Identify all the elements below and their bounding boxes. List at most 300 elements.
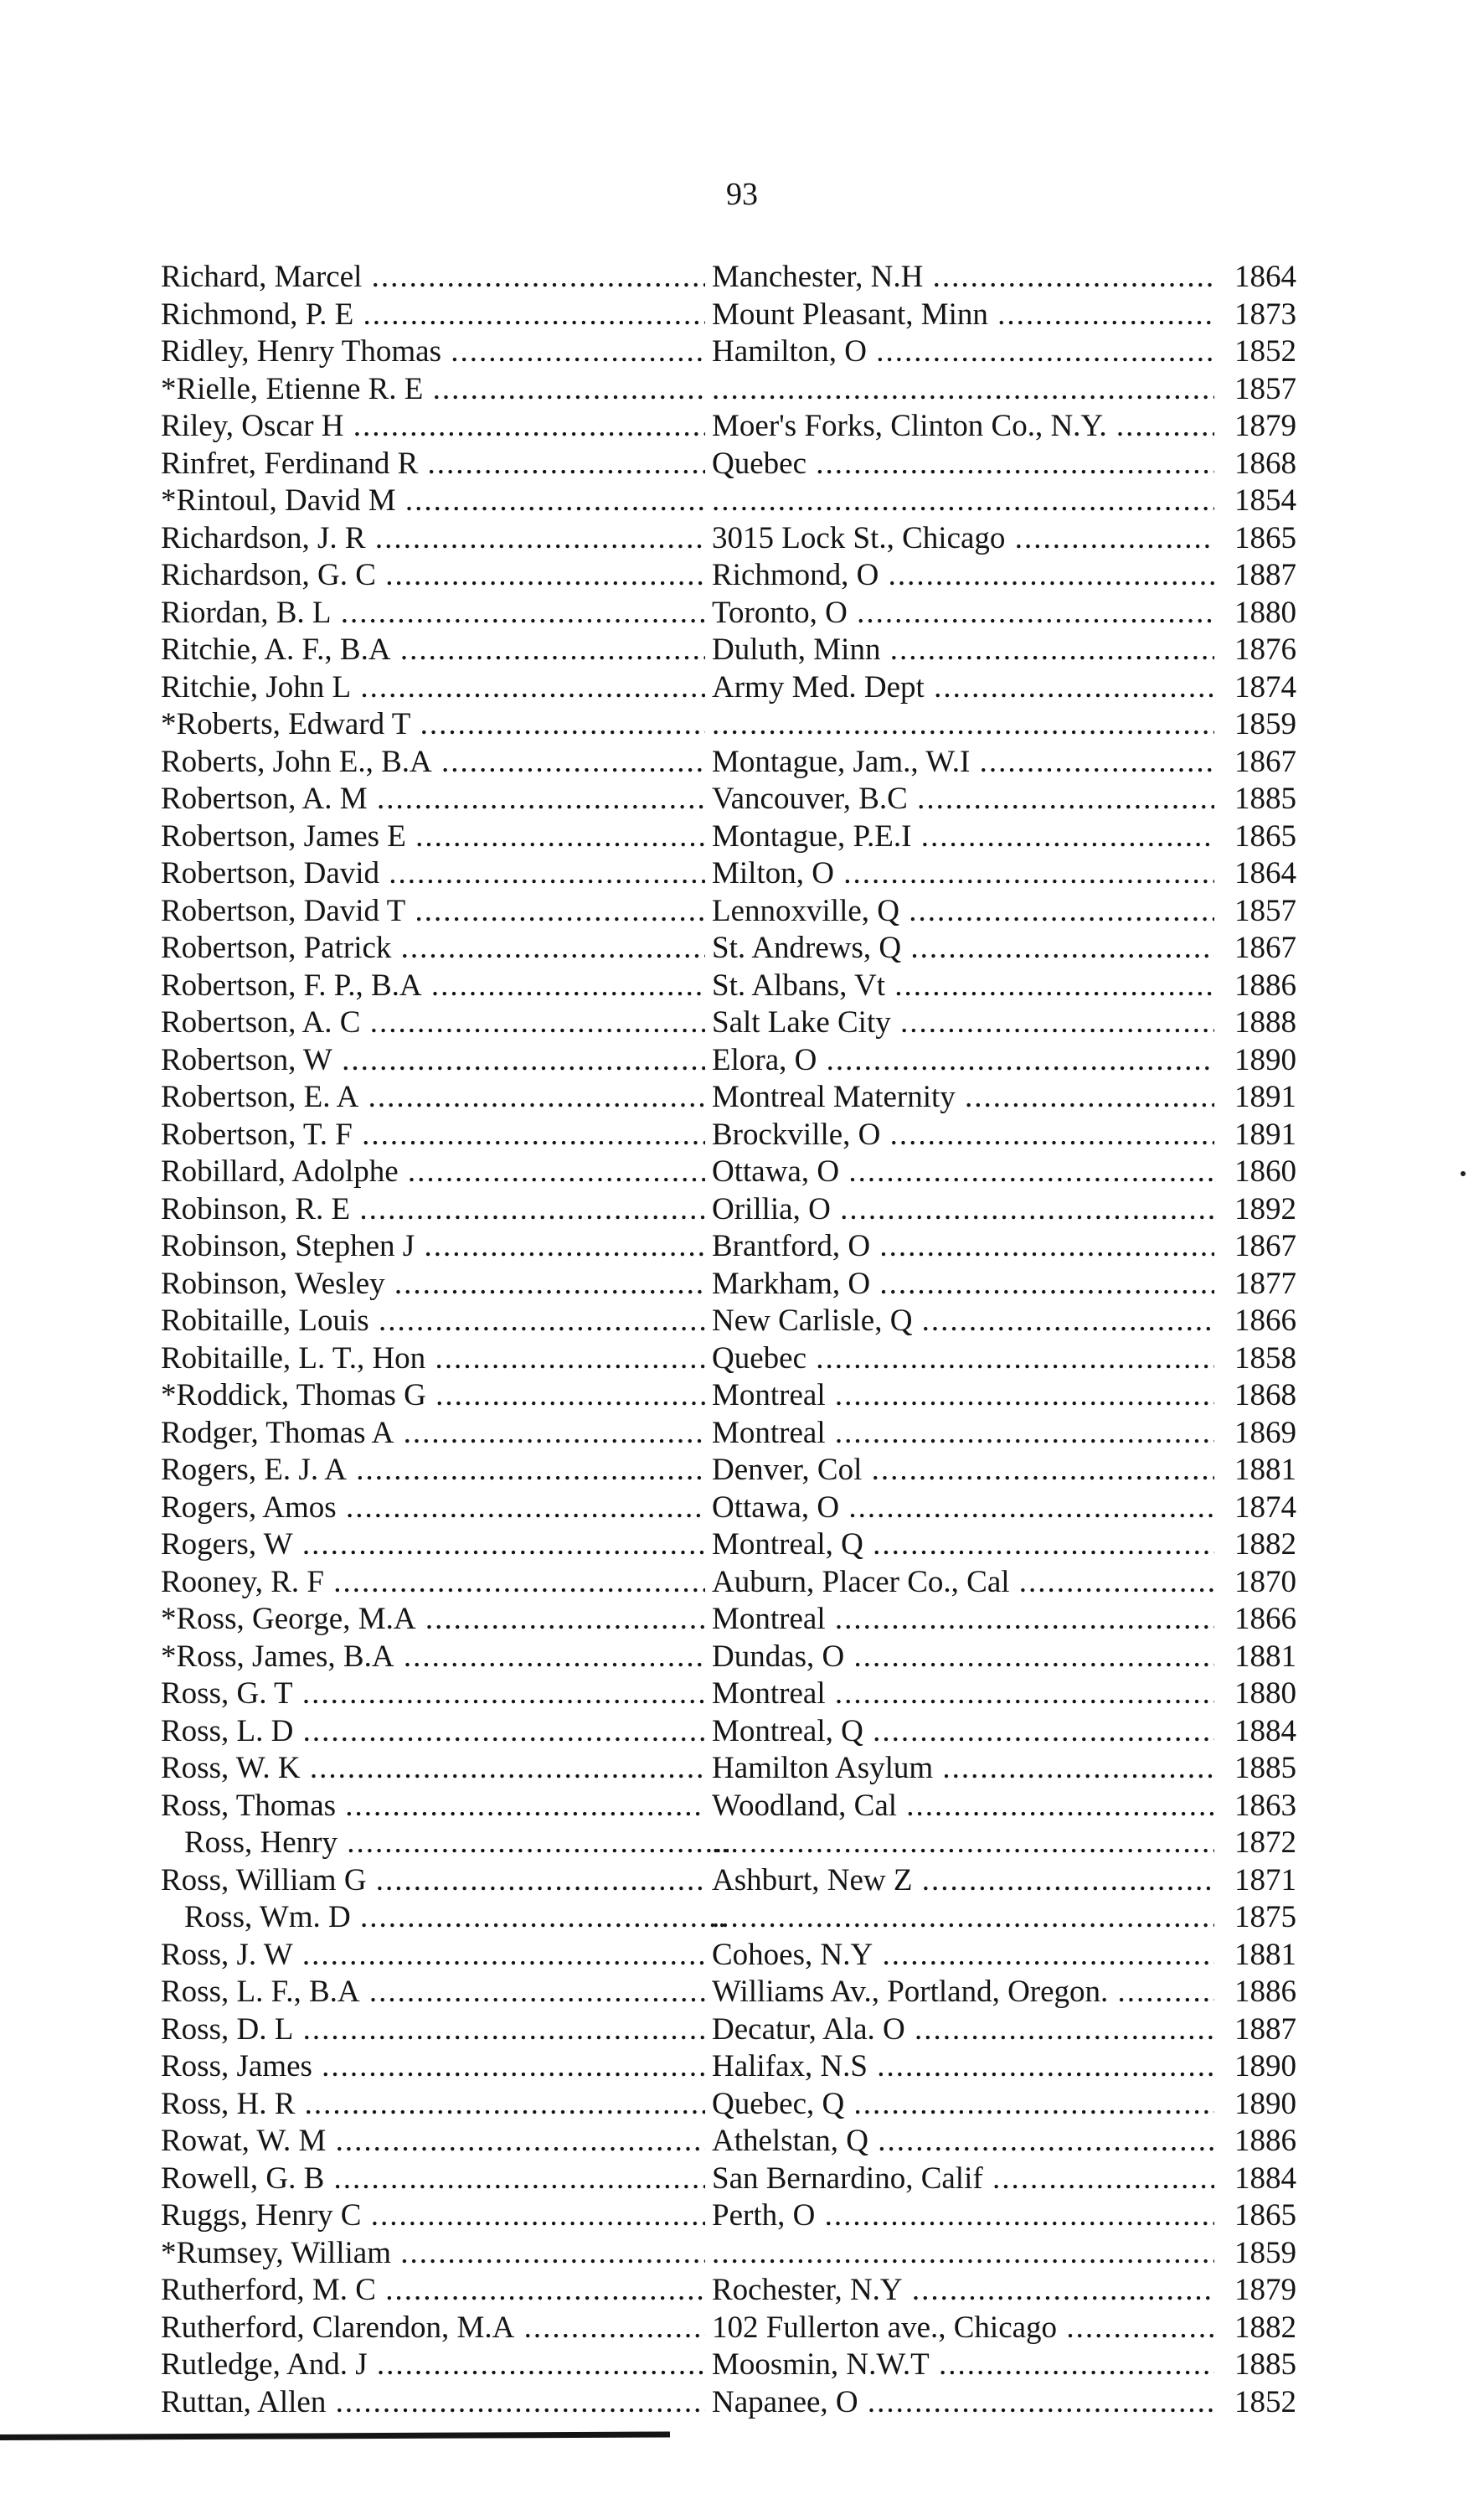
entry-year: 1864 bbox=[1234, 260, 1296, 294]
entry-place-cell bbox=[712, 1713, 1214, 1751]
directory-entry bbox=[161, 1862, 1296, 1900]
entry-place: Manchester, N.H bbox=[712, 260, 924, 294]
entry-name: Robertson, T. F bbox=[161, 1117, 353, 1152]
entry-name-cell bbox=[161, 2048, 705, 2086]
entry-place: St. Albans, Vt bbox=[712, 968, 885, 1003]
directory-entry bbox=[161, 855, 1296, 893]
directory-entry bbox=[161, 744, 1296, 782]
directory-entry bbox=[161, 1154, 1296, 1191]
directory-entry bbox=[161, 1788, 1296, 1825]
directory-entry bbox=[161, 1079, 1296, 1117]
entry-place-cell bbox=[712, 632, 1214, 669]
entry-name: Ruggs, Henry C bbox=[161, 2198, 362, 2233]
entry-name-cell bbox=[161, 2347, 705, 2384]
entry-name-cell bbox=[161, 1713, 705, 1751]
directory-entry bbox=[161, 1825, 1296, 1862]
entry-place: Elora, O bbox=[712, 1042, 817, 1077]
entry-name-cell bbox=[161, 1601, 705, 1639]
entry-year: 1852 bbox=[1234, 2384, 1296, 2419]
entry-name: *Rielle, Etienne R. E bbox=[161, 371, 424, 406]
entry-place-cell bbox=[712, 1639, 1214, 1676]
entry-year: 1857 bbox=[1234, 371, 1296, 406]
entry-place: 102 Fullerton ave., Chicago bbox=[712, 2310, 1058, 2345]
entry-place-cell bbox=[712, 1117, 1214, 1154]
entry-name-cell bbox=[161, 1788, 705, 1825]
entry-year: 1880 bbox=[1234, 1676, 1296, 1711]
directory-entry bbox=[161, 557, 1296, 595]
entry-name: Riordan, B. L bbox=[161, 595, 332, 630]
entry-name: Robinson, Wesley bbox=[161, 1266, 385, 1301]
entry-name-cell bbox=[161, 2197, 705, 2235]
entry-place-cell bbox=[712, 1377, 1214, 1415]
entry-name: Robertson, Patrick bbox=[161, 931, 392, 965]
entry-name: Roberts, John E., B.A bbox=[161, 744, 432, 779]
entry-place: Ottawa, O bbox=[712, 1154, 840, 1189]
entry-year: 1881 bbox=[1234, 1639, 1296, 1674]
entry-year: 1859 bbox=[1234, 2235, 1296, 2270]
entry-place-cell bbox=[712, 2161, 1214, 2198]
entry-name-cell bbox=[161, 1452, 705, 1489]
entry-place: Brockville, O bbox=[712, 1117, 881, 1152]
entry-place: Montreal bbox=[712, 1676, 826, 1711]
entry-place: Quebec, Q bbox=[712, 2086, 845, 2121]
entry-name: Robertson, E. A bbox=[161, 1080, 359, 1114]
entry-year: 1869 bbox=[1234, 1415, 1296, 1450]
entry-name: Robinson, R. E bbox=[161, 1191, 351, 1226]
entry-name: Ross, J. W bbox=[161, 1937, 293, 1972]
directory-entry bbox=[161, 2272, 1296, 2310]
entry-name: Ross, James bbox=[161, 2049, 312, 2083]
entry-name: Robinson, Stephen J bbox=[161, 1229, 415, 1263]
entry-place-cell bbox=[712, 781, 1214, 818]
entry-name-cell bbox=[161, 706, 705, 744]
entry-name-cell bbox=[161, 1750, 705, 1788]
entry-name: Ross, G. T bbox=[161, 1676, 293, 1711]
directory-entry bbox=[161, 1489, 1296, 1527]
entry-name: Richmond, P. E bbox=[161, 297, 354, 332]
entry-year: 1881 bbox=[1234, 1453, 1296, 1487]
entry-name: *Ross, George, M.A bbox=[161, 1602, 416, 1636]
entry-name-cell bbox=[161, 818, 705, 856]
entry-place: Decatur, Ala. O bbox=[712, 2011, 905, 2047]
entry-name: Ross, Thomas bbox=[161, 1788, 337, 1823]
entry-name: *Roddick, Thomas G bbox=[161, 1378, 426, 1412]
entry-place-cell bbox=[712, 520, 1214, 558]
entry-year: 1879 bbox=[1234, 2273, 1296, 2307]
entry-place-cell bbox=[712, 1079, 1214, 1117]
directory-entry bbox=[161, 1042, 1296, 1080]
directory-entry bbox=[161, 1713, 1296, 1751]
entry-name-cell bbox=[161, 1899, 729, 1937]
entry-name-cell bbox=[161, 1340, 705, 1378]
entry-name-cell bbox=[161, 930, 705, 968]
entry-name-cell bbox=[161, 2310, 705, 2347]
entry-place: Hamilton Asylum bbox=[712, 1751, 934, 1785]
entry-place: Montague, P.E.I bbox=[712, 818, 912, 854]
entry-year: 1863 bbox=[1234, 1788, 1296, 1823]
entry-year: 1870 bbox=[1234, 1564, 1296, 1599]
directory-entry bbox=[161, 1899, 1296, 1937]
entry-place-cell bbox=[712, 595, 1214, 632]
entry-year: 1890 bbox=[1234, 1042, 1296, 1077]
entry-name-cell bbox=[161, 557, 705, 595]
entry-name-cell bbox=[161, 408, 705, 446]
entry-name: Rutherford, Clarendon, M.A bbox=[161, 2310, 515, 2345]
entry-name: *Rintoul, David M bbox=[161, 483, 396, 518]
entry-year: 1865 bbox=[1234, 520, 1296, 555]
directory-entry bbox=[161, 2347, 1296, 2384]
directory-entry bbox=[161, 1452, 1296, 1489]
entry-name-cell bbox=[161, 1117, 705, 1154]
bottom-rule bbox=[0, 2432, 670, 2440]
entry-name-cell bbox=[161, 1526, 705, 1564]
entry-place: Perth, O bbox=[712, 2198, 816, 2233]
entry-year: 1891 bbox=[1234, 1080, 1296, 1114]
entry-place: Cohoes, N.Y bbox=[712, 1937, 873, 1972]
entry-place: Milton, O bbox=[712, 856, 834, 891]
entry-place: Montreal, Q bbox=[712, 1527, 863, 1562]
entry-place: Woodland, Cal bbox=[712, 1788, 898, 1823]
entry-name: Robertson, W bbox=[161, 1042, 332, 1077]
entry-year: 1867 bbox=[1234, 1229, 1296, 1263]
entry-place-cell bbox=[712, 1489, 1214, 1527]
entry-year: 1890 bbox=[1234, 2049, 1296, 2083]
directory-entry bbox=[161, 483, 1296, 520]
entry-year: 1881 bbox=[1234, 1937, 1296, 1972]
entry-name-cell bbox=[161, 1825, 729, 1862]
entry-year: 1885 bbox=[1234, 2347, 1296, 2382]
entry-name: Rogers, W bbox=[161, 1527, 293, 1562]
entry-name: Robertson, A. C bbox=[161, 1005, 361, 1040]
entry-place: Hamilton, O bbox=[712, 334, 867, 369]
entry-name-cell bbox=[161, 2235, 705, 2273]
entry-year: 1882 bbox=[1234, 2310, 1296, 2345]
directory-entry bbox=[161, 1639, 1296, 1676]
entry-name: *Ross, James, B.A bbox=[161, 1639, 394, 1674]
entry-name-cell bbox=[161, 2123, 705, 2161]
entry-place: Athelstan, Q bbox=[712, 2124, 869, 2158]
entry-place-cell bbox=[712, 818, 1214, 856]
entry-year: 1864 bbox=[1234, 856, 1296, 891]
directory-entry bbox=[161, 1675, 1296, 1713]
entry-name: Ross, Henry bbox=[184, 1825, 338, 1860]
entry-name: Ross, L. F., B.A bbox=[161, 1975, 360, 2009]
entry-place-cell bbox=[712, 1601, 1214, 1639]
entry-year: 1891 bbox=[1234, 1117, 1296, 1152]
entry-name-cell bbox=[161, 259, 705, 297]
entry-place: Montreal bbox=[712, 1378, 826, 1412]
entry-place-cell bbox=[712, 2197, 1214, 2235]
directory-entry bbox=[161, 632, 1296, 669]
directory-entry bbox=[161, 297, 1296, 334]
entry-name-cell bbox=[161, 781, 705, 818]
entry-place-cell bbox=[712, 1340, 1214, 1378]
entry-place-cell bbox=[712, 259, 1214, 297]
entry-name-cell bbox=[161, 968, 705, 1005]
entry-name: Robertson, David T bbox=[161, 893, 406, 928]
entry-place: Montague, Jam., W.I bbox=[712, 744, 971, 779]
entry-name-cell bbox=[161, 297, 705, 334]
entry-place-cell bbox=[712, 1452, 1214, 1489]
directory-entry bbox=[161, 2310, 1296, 2347]
entry-name: Robitaille, Louis bbox=[161, 1304, 369, 1338]
directory-entry bbox=[161, 893, 1296, 931]
entry-place: Denver, Col bbox=[712, 1453, 863, 1487]
entry-place: Orillia, O bbox=[712, 1191, 831, 1226]
entry-year: 1886 bbox=[1234, 1975, 1296, 2009]
entry-place-cell bbox=[712, 557, 1214, 595]
entry-year: 1885 bbox=[1234, 1751, 1296, 1785]
entry-name-cell bbox=[161, 2384, 705, 2422]
entry-year: 1882 bbox=[1234, 1527, 1296, 1562]
directory-entry bbox=[161, 706, 1296, 744]
entry-name: Ross, W. K bbox=[161, 1751, 301, 1785]
entry-name-cell bbox=[161, 371, 705, 409]
entry-place: St. Andrews, Q bbox=[712, 931, 902, 965]
entry-year: 1885 bbox=[1234, 782, 1296, 816]
directory-entry bbox=[161, 2086, 1296, 2124]
entry-place-cell bbox=[712, 2310, 1214, 2347]
entry-name-cell bbox=[161, 1154, 705, 1191]
directory-entry bbox=[161, 1415, 1296, 1453]
entry-place-cell bbox=[712, 1004, 1214, 1042]
directory-entry bbox=[161, 446, 1296, 483]
entry-place: Halifax, N.S bbox=[712, 2049, 868, 2083]
entry-place-cell bbox=[712, 2011, 1214, 2049]
entry-year: 1887 bbox=[1234, 2011, 1296, 2047]
directory-entry bbox=[161, 818, 1296, 856]
entry-place-cell bbox=[712, 2347, 1214, 2384]
entry-name: Robertson, James E bbox=[161, 818, 406, 854]
entry-name: Ross, William G bbox=[161, 1862, 367, 1897]
entry-place: Salt Lake City bbox=[712, 1005, 891, 1040]
entry-name-cell bbox=[161, 855, 705, 893]
entry-place-cell bbox=[712, 1825, 1214, 1862]
entry-name: Robitaille, L. T., Hon bbox=[161, 1340, 426, 1376]
entry-name-cell bbox=[161, 333, 705, 371]
entry-name-cell bbox=[161, 2086, 705, 2124]
entry-name-cell bbox=[161, 669, 705, 707]
entry-place: Montreal bbox=[712, 1415, 826, 1450]
entry-name-cell bbox=[161, 2161, 705, 2198]
entry-place-cell bbox=[712, 333, 1214, 371]
entry-place-cell bbox=[712, 1228, 1214, 1266]
entry-place-cell bbox=[712, 1899, 1214, 1937]
entry-place-cell bbox=[712, 2123, 1214, 2161]
entry-name-cell bbox=[161, 632, 705, 669]
entry-place: Army Med. Dept bbox=[712, 669, 925, 705]
entry-name: Rodger, Thomas A bbox=[161, 1415, 394, 1450]
entry-name-cell bbox=[161, 1675, 705, 1713]
entry-place-cell bbox=[712, 2048, 1214, 2086]
directory-entry bbox=[161, 371, 1296, 409]
directory-entry bbox=[161, 1601, 1296, 1639]
entry-place: Auburn, Placer Co., Cal bbox=[712, 1564, 1010, 1599]
entry-year: 1888 bbox=[1234, 1005, 1296, 1040]
directory-entry bbox=[161, 1228, 1296, 1266]
entry-place: Dundas, O bbox=[712, 1639, 845, 1674]
entry-place: Toronto, O bbox=[712, 595, 848, 630]
entry-place: Williams Av., Portland, Oregon. bbox=[712, 1975, 1109, 2009]
entry-name-cell bbox=[161, 1228, 705, 1266]
entry-name: Ridley, Henry Thomas bbox=[161, 334, 442, 369]
entry-name-cell bbox=[161, 2011, 705, 2049]
directory-entry bbox=[161, 669, 1296, 707]
entry-place-cell bbox=[712, 2272, 1214, 2310]
directory-entry bbox=[161, 1377, 1296, 1415]
entry-name: *Roberts, Edward T bbox=[161, 707, 411, 741]
entry-name: Ruttan, Allen bbox=[161, 2384, 327, 2419]
directory-entry bbox=[161, 2161, 1296, 2198]
entry-place-cell bbox=[712, 2086, 1214, 2124]
entry-name: Rogers, Amos bbox=[161, 1489, 337, 1525]
entry-year: 1866 bbox=[1234, 1602, 1296, 1636]
entry-year: 1872 bbox=[1234, 1825, 1296, 1860]
entry-name-cell bbox=[161, 1191, 705, 1229]
entry-year: 1854 bbox=[1234, 483, 1296, 518]
entry-place: Napanee, O bbox=[712, 2384, 858, 2419]
entry-name-cell bbox=[161, 483, 705, 520]
entry-year: 1865 bbox=[1234, 818, 1296, 854]
entry-place-cell bbox=[712, 893, 1214, 931]
entry-year: 1873 bbox=[1234, 297, 1296, 332]
entry-name-cell bbox=[161, 893, 705, 931]
entry-name: Robillard, Adolphe bbox=[161, 1154, 399, 1189]
entry-year: 1859 bbox=[1234, 707, 1296, 741]
entry-place-cell bbox=[712, 855, 1214, 893]
entry-name: Rutledge, And. J bbox=[161, 2347, 368, 2382]
entry-place-cell bbox=[712, 297, 1214, 334]
entry-year: 1890 bbox=[1234, 2086, 1296, 2121]
entry-year: 1866 bbox=[1234, 1304, 1296, 1338]
entry-name: Rinfret, Ferdinand R bbox=[161, 446, 419, 481]
directory-entry bbox=[161, 1266, 1296, 1304]
directory-entry bbox=[161, 2048, 1296, 2086]
entry-place-cell bbox=[712, 371, 1214, 409]
directory-entry bbox=[161, 2011, 1296, 2049]
directory-entry bbox=[161, 2235, 1296, 2273]
entry-place-cell bbox=[712, 1788, 1214, 1825]
entry-name-cell bbox=[161, 1415, 705, 1453]
entry-place-cell bbox=[712, 446, 1214, 483]
entry-place: Duluth, Minn bbox=[712, 632, 881, 667]
entry-name: Robertson, David bbox=[161, 856, 380, 891]
entry-place: Montreal, Q bbox=[712, 1713, 863, 1748]
entry-year: 1858 bbox=[1234, 1340, 1296, 1376]
entry-year: 1865 bbox=[1234, 2198, 1296, 2233]
entry-name-cell bbox=[161, 520, 705, 558]
entry-name-cell bbox=[161, 1639, 705, 1676]
entry-name-cell bbox=[161, 1974, 705, 2011]
entry-place-cell bbox=[712, 1303, 1214, 1340]
entry-name: Ritchie, A. F., B.A bbox=[161, 632, 391, 667]
entry-place-cell bbox=[712, 1974, 1214, 2011]
entry-year: 1880 bbox=[1234, 595, 1296, 630]
entry-year: 1875 bbox=[1234, 1900, 1296, 1934]
entry-name: Richardson, G. C bbox=[161, 558, 376, 592]
directory-entry bbox=[161, 1750, 1296, 1788]
entry-place: New Carlisle, Q bbox=[712, 1304, 913, 1338]
directory-entry bbox=[161, 1526, 1296, 1564]
entry-place-cell bbox=[712, 1862, 1214, 1900]
directory-entry bbox=[161, 1004, 1296, 1042]
entry-name: Rooney, R. F bbox=[161, 1564, 324, 1599]
entry-name-cell bbox=[161, 1489, 705, 1527]
entry-name: Ritchie, John L bbox=[161, 669, 352, 705]
directory-entry bbox=[161, 2384, 1296, 2422]
directory-entry bbox=[161, 1937, 1296, 1975]
entry-place: Moer's Forks, Clinton Co., N.Y. bbox=[712, 409, 1107, 443]
entry-name-cell bbox=[161, 1266, 705, 1304]
entry-name-cell bbox=[161, 2272, 705, 2310]
directory-entry bbox=[161, 1564, 1296, 1602]
entry-name: Rowat, W. M bbox=[161, 2124, 327, 2158]
entry-place-cell bbox=[712, 408, 1214, 446]
entry-year: 1876 bbox=[1234, 632, 1296, 667]
entry-place-cell bbox=[712, 930, 1214, 968]
entry-year: 1860 bbox=[1234, 1154, 1296, 1189]
entry-name-cell bbox=[161, 1862, 705, 1900]
entry-place-cell bbox=[712, 1415, 1214, 1453]
entry-name: Ross, D. L bbox=[161, 2011, 294, 2047]
entry-place: Lennoxville, Q bbox=[712, 893, 900, 928]
entry-place-cell bbox=[712, 706, 1214, 744]
directory-entry bbox=[161, 1117, 1296, 1154]
entry-year: 1877 bbox=[1234, 1266, 1296, 1301]
entry-name-cell bbox=[161, 595, 705, 632]
entry-year: 1884 bbox=[1234, 2161, 1296, 2196]
directory-entry bbox=[161, 1974, 1296, 2011]
entry-name: Richard, Marcel bbox=[161, 260, 363, 294]
entry-place-cell bbox=[712, 1154, 1214, 1191]
entry-name: Ross, L. D bbox=[161, 1713, 294, 1748]
entry-year: 1852 bbox=[1234, 334, 1296, 369]
directory-entry bbox=[161, 968, 1296, 1005]
entry-place-cell bbox=[712, 744, 1214, 782]
entry-place-cell bbox=[712, 1042, 1214, 1080]
directory-entry bbox=[161, 1191, 1296, 1229]
entry-place-cell bbox=[712, 1564, 1214, 1602]
entry-place: Montreal Maternity bbox=[712, 1080, 956, 1114]
directory-entry bbox=[161, 595, 1296, 632]
entry-place: Ottawa, O bbox=[712, 1489, 840, 1525]
entry-year: 1886 bbox=[1234, 968, 1296, 1003]
entry-year: 1874 bbox=[1234, 669, 1296, 705]
entry-name-cell bbox=[161, 1042, 705, 1080]
entry-name: Robertson, F. P., B.A bbox=[161, 968, 422, 1003]
entry-name-cell bbox=[161, 1303, 705, 1340]
entry-place-cell bbox=[712, 2384, 1214, 2422]
entry-name-cell bbox=[161, 1564, 705, 1602]
directory-entry bbox=[161, 408, 1296, 446]
entry-place: San Bernardino, Calif bbox=[712, 2161, 983, 2196]
entry-place-cell bbox=[712, 669, 1214, 707]
entry-year: 1857 bbox=[1234, 893, 1296, 928]
entry-year: 1892 bbox=[1234, 1191, 1296, 1226]
directory-entry bbox=[161, 2197, 1296, 2235]
entry-name-cell bbox=[161, 1004, 705, 1042]
entry-name: Richardson, J. R bbox=[161, 520, 366, 555]
directory-entry bbox=[161, 781, 1296, 818]
entry-place-cell bbox=[712, 1526, 1214, 1564]
entry-place: Brantford, O bbox=[712, 1229, 871, 1263]
entry-year: 1879 bbox=[1234, 409, 1296, 443]
entry-place: Richmond, O bbox=[712, 558, 879, 592]
entry-place-cell bbox=[712, 483, 1214, 520]
directory-entry bbox=[161, 259, 1296, 297]
entry-year: 1886 bbox=[1234, 2124, 1296, 2158]
entry-name-cell bbox=[161, 446, 705, 483]
